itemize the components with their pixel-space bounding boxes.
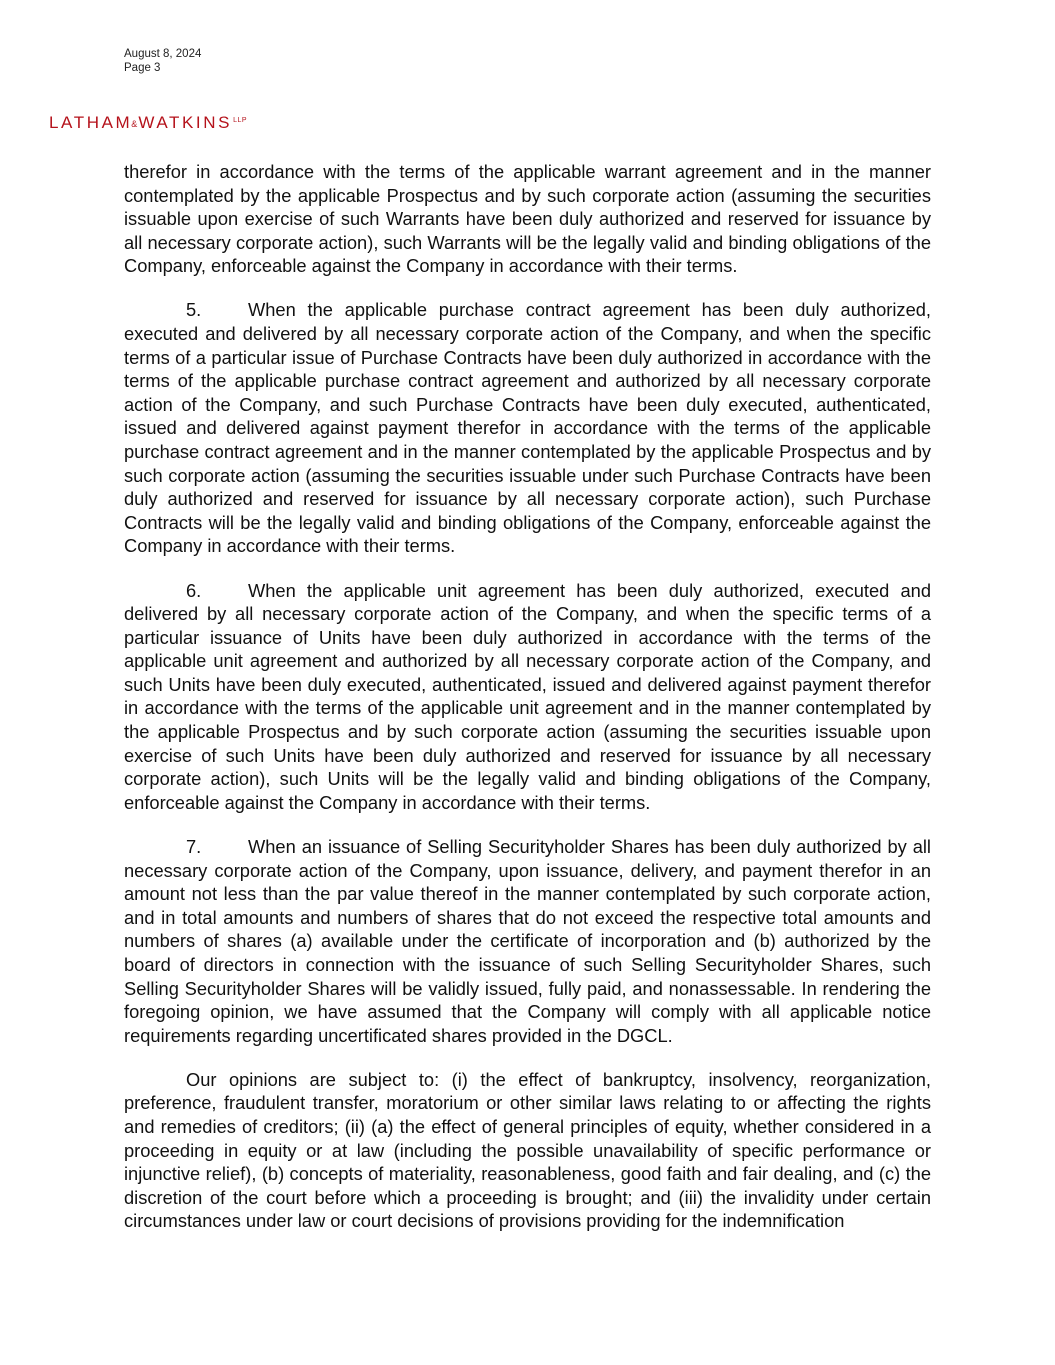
- page-header: [124, 47, 201, 75]
- paragraph-5-number: 5.: [186, 299, 202, 321]
- paragraph-5-text: When the applicable purchase contract agreement has been duly authorized, executed and delivered by all necessary corporate action of the Company, and when the specific terms of a particular issue of Purchase Contracts have been duly authorized in accordance with the terms of the applicable purchase contract agreement and authorized by all necessary corporate action of the Company, and such Purchase Contracts have been duly executed, authenticated, issued and delivered against payment therefor in accordance with the terms of the applicable purchase contract agreement and in the manner contemplated by the applicable Prospectus and by such corporate action (assuming the securities issuable under such Purchase Contracts have been duly authorized and reserved for issuance by all necessary corporate action), such Purchase Contracts will be the legally valid and binding obligations of the Company, enforceable against the Company in accordance with their terms.: [124, 299, 931, 557]
- logo-name-right: WATKINS: [138, 113, 233, 132]
- logo-name-left: LATHAM: [49, 113, 133, 132]
- document-body: [124, 160, 931, 1253]
- paragraph-5: [124, 298, 931, 558]
- paragraph-opinions: Our opinions are subject to: (i) the effect of bankruptcy, insolvency, reorganization, preference, fraudulent transfer, moratorium or other similar laws relating to or affecting the rights and remedies of creditors; (ii) (a) the effect of general principles of equity, whether considered in a proceeding in equity or at law (including the possible unavailability of specific performance or injunctive relief), (b) concepts of materiality, reasonableness, good faith and fair dealing, and (c) the discretion of the court before which a proceeding is brought; and (iii) the invalidity under certain circumstances under law or court decisions of provisions providing for the indemnification: [124, 1068, 931, 1232]
- paragraph-7-number: 7.: [186, 835, 202, 857]
- paragraph-6: [124, 579, 931, 815]
- logo-suffix: LLP: [233, 117, 248, 124]
- paragraph-7-text: When an issuance of Selling Securityholder Shares has been duly authorized by all necessary corporate action of the Company, upon issuance, delivery, and payment therefor in an amount not less than the par value thereof in the manner contemplated by such corporate action, and in total amounts and numbers of shares that do not exceed the respective total amounts and numbers of shares (a) available under the certificate of incorporation and (b) authorized by the board of directors in connection with the issuance of such Selling Securityholder Shares, such Selling Securityholder Shares will be validly issued, fully paid, and nonassessable. In rendering the foregoing opinion, we have assumed that the Company will comply with all applicable notice requirements regarding uncertificated shares provided in the DGCL.: [124, 835, 931, 1046]
- firm-logo: [49, 111, 247, 134]
- paragraph-6-text: When the applicable unit agreement has been duly authorized, executed and delivered by all necessary corporate action of the Company, and when the specific terms of a particular issuance of Units have been duly authorized in accordance with the terms of the applicable unit agreement and authorized by all necessary corporate action of the Company, and such Units have been duly executed, authenticated, issued and delivered against payment therefor in accordance with the terms of the applicable unit agreement and in the manner contemplated by the applicable Prospectus and by such corporate action (assuming the securities issuable upon exercise of such Units have been duly authorized and reserved for issuance by all necessary corporate action), such Units will be the legally valid and binding obligations of the Company, enforceable against the Company in accordance with their terms.: [124, 579, 931, 813]
- paragraph-7: [124, 835, 931, 1047]
- header-page-number: Page 3: [124, 62, 161, 74]
- logo-ampersand: &: [131, 119, 138, 129]
- paragraph-continued: therefor in accordance with the terms of the applicable warrant agreement and in the manner contemplated by the applicable Prospectus and by such corporate action (assuming the securities issuable upon exercise of such Warrants have been duly authorized and reserved for issuance by all necessary corporate action), such Warrants will be the legally valid and binding obligations of the Company, enforceable against the Company in accordance with their terms.: [124, 161, 931, 277]
- header-date: August 8, 2024: [124, 48, 202, 60]
- paragraph-6-number: 6.: [186, 579, 202, 601]
